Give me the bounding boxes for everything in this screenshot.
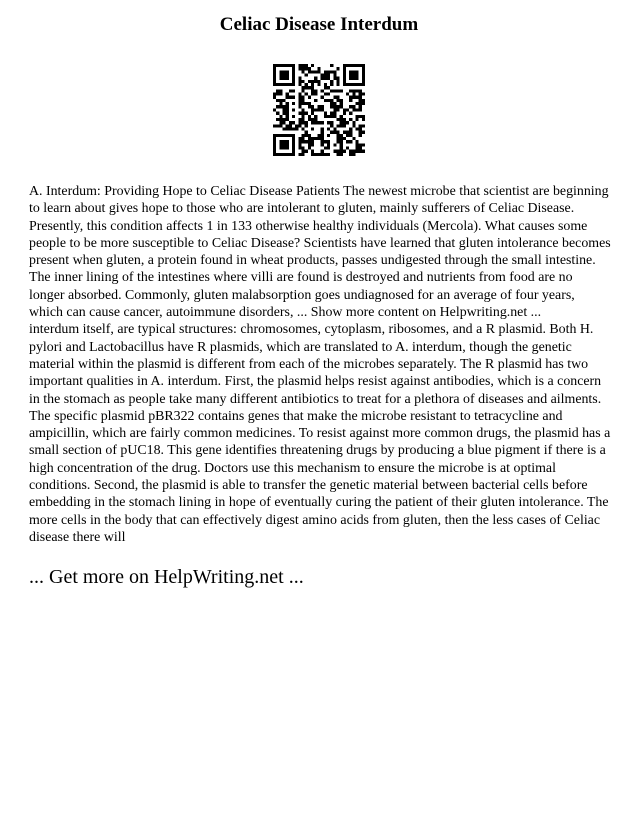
get-more-link[interactable]: ... Get more on HelpWriting.net ...: [29, 566, 304, 588]
page-title: Celiac Disease Interdum: [219, 14, 419, 35]
article-paragraph: interdum itself, are typical structures: chromosomes, cytoplasm, ribosomes, and a R plasmid. Both H. pylori and Lactobacillus have R plasmids, which are translated to A. interdum, though the genetic material within the plasmid is different from each of the microbes separately. The R plasmid has two important qualities in A. interdum. First, the plasmid helps resist against antibodies, which is a concern in the stomach as people take many different antibiotics to treat for a plethora of diseases and ailments. The specific plasmid pBR322 contains genes that make the microbe resistant to tetracycline and ampicillin, which are fairly common medicines. To resist against more common drugs, the plasmid has a small section of pUC18. This gene identifies threatening drugs by producing a blue pigment if there is a high concentration of the drug. Doctors use this mechanism to ensure the microbe is at optimal conditions. Second, the plasmid is able to transfer the genetic material between bacterial cells before embedding in the stomach lining in hope of eventually curing the patient of their gluten intolerance. The more cells in the body that can effectively digest amino acids from gluten, then the less cases of Celiac disease there will: [29, 322, 611, 545]
article-paragraph: A. Interdum: Providing Hope to Celiac Disease Patients The newest microbe that scientist are beginning to learn about gives hope to those who are intolerant to gluten, mainly sufferers of Celiac Disease. Presently, this condition affects 1 in 133 otherwise healthy individuals (Mercola). What causes some people to be more susceptible to Celiac Disease? Scientists have learned that gluten intolerance becomes present when gluten, a protein found in wheat products, passes undigested through the small intestine. The inner lining of the intestines where villi are found is destroyed and nutrients from food are no longer absorbed. Commonly, gluten malabsorption goes undiagnosed for an average of four years, which can cause cancer, autoimmune disorders, ... Show more content on Helpwriting.net ...: [29, 184, 611, 321]
article-body: [29, 183, 611, 546]
qr-code-icon: [273, 64, 365, 156]
